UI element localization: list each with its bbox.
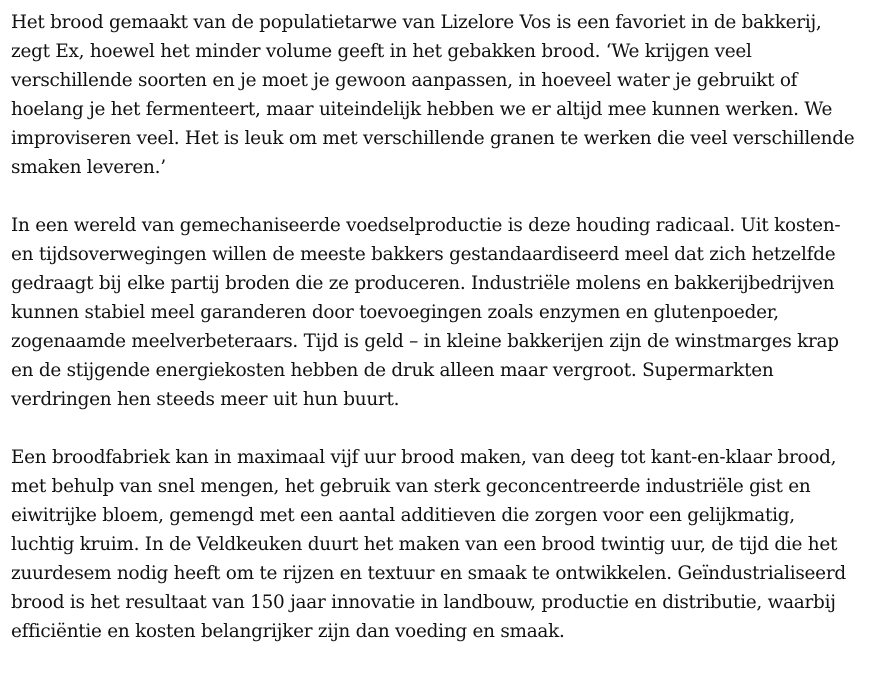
text-line: smaken leveren.’ (11, 157, 166, 178)
text-line: brood is het resultaat van 150 jaar innovatie in landbouw, productie en distributie, waarbij (11, 592, 836, 613)
text-line: met behulp van snel mengen, het gebruik van sterk geconcentreerde industriële gist en (11, 476, 811, 497)
paragraph-1 (11, 8, 855, 182)
text-line: Het brood gemaakt van de populatietarwe van Lizelore Vos is een favoriet in de bakkerij, (11, 12, 822, 33)
text-line: verschillende soorten en je moet je gewoon aanpassen, in hoeveel water je gebruikt of (11, 70, 798, 91)
paragraph-2 (11, 211, 851, 414)
text-line: In een wereld van gemechaniseerde voedselproductie is deze houding radicaal. Uit kosten- (11, 215, 841, 236)
text-line: zogenaamde meelverbeteraars. Tijd is geld – in kleine bakkerijen zijn de winstmarges krap (11, 331, 839, 352)
text-line: efficiëntie en kosten belangrijker zijn dan voeding en smaak. (11, 621, 565, 642)
text-line: kunnen stabiel meel garanderen door toevoegingen zoals enzymen en glutenpoeder, (11, 302, 779, 323)
text-line: hoelang je het fermenteert, maar uiteindelijk hebben we er altijd mee kunnen werken. We (11, 99, 833, 120)
text-line: improviseren veel. Het is leuk om met verschillende granen te werken die veel verschillende (11, 128, 855, 149)
text-line: en de stijgende energiekosten hebben de druk alleen maar vergroot. Supermarkten (11, 360, 774, 381)
text-line: luchtig kruim. In de Veldkeuken duurt het maken van een brood twintig uur, de tijd die het (11, 534, 838, 555)
paragraph-3 (11, 443, 851, 646)
text-line: eiwitrijke bloem, gemengd met een aantal additieven die zorgen voor een gelijkmatig, (11, 505, 795, 526)
text-line: verdringen hen steeds meer uit hun buurt. (11, 389, 400, 410)
text-line: zuurdesem nodig heeft om te rijzen en textuur en smaak te ontwikkelen. Geïndustrialiseerd (11, 563, 846, 584)
text-line: Een broodfabriek kan in maximaal vijf uur brood maken, van deeg tot kant-en-klaar brood, (11, 447, 837, 468)
text-line: en tijdsoverwegingen willen de meeste bakkers gestandaardiseerd meel dat zich hetzelfde (11, 244, 836, 265)
text-line: gedraagt bij elke partij broden die ze produceren. Industriële molens en bakkerijbedrijven (11, 273, 835, 294)
text-line: zegt Ex, hoewel het minder volume geeft in het gebakken brood. ‘We krijgen veel (11, 41, 752, 62)
